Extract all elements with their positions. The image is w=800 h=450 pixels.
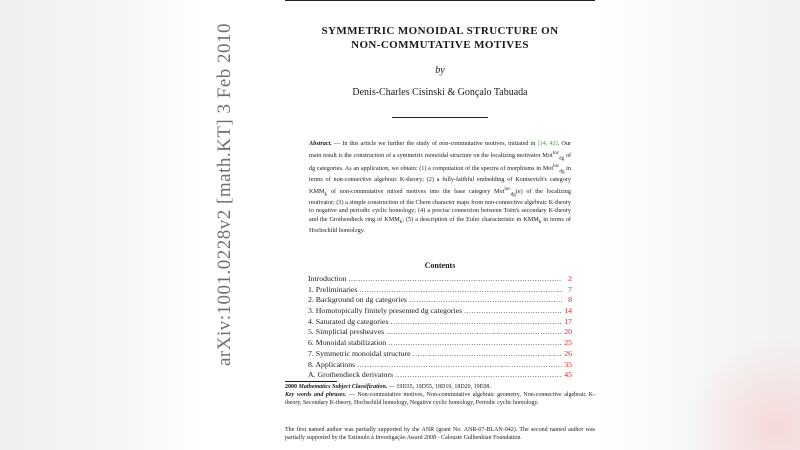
abstract-text-8: in terms of Hochschild homology. <box>309 216 571 234</box>
msc-text: — 19D35, 19D55, 18D10, 18D20, 19E08. <box>387 384 491 390</box>
abstract-sub-k: k <box>399 219 403 226</box>
toc-label: 8. Applications <box>308 359 356 369</box>
title-line-2: NON-COMMUTATIVE MOTIVES <box>351 39 529 51</box>
toc-page-link[interactable]: 14 <box>564 306 572 316</box>
keywords-text: — Non-commutative motives, Non-commutative algebraic geometry, Non-connective algebraic K-theory, Secondary K-theory, Hochschild homology, Negative cyclic homology, Periodic cyclic homology. <box>285 391 596 406</box>
abstract-text-6: (e) of the localizing motivator; (3) a simple construction of the Chern character maps from non-connective algebraic K-theory to negative and periodic cyclic homology; (4) a precise connection between Toën's secondary K-theory and the Grothendieck ring of KMM <box>309 188 571 224</box>
toc-entry[interactable] <box>308 285 572 296</box>
toc-page-link[interactable]: 20 <box>564 327 572 337</box>
toc-leader <box>395 370 562 379</box>
abstract-sup: loc <box>553 163 560 170</box>
toc-label: 2. Background on dg categories <box>308 295 407 305</box>
top-rule <box>285 0 595 1</box>
toc-leader <box>386 327 562 336</box>
toc-entry[interactable] <box>308 327 572 338</box>
background-blur-left <box>0 0 205 450</box>
abstract-text-7: ; (5) a description of the Euler characteristic in KMM <box>402 216 539 224</box>
toc-page-link[interactable]: 8 <box>568 295 572 305</box>
msc-label: Mathematics Subject Classification. <box>298 384 388 390</box>
abstract-sub: dg <box>559 154 565 161</box>
abstract-sub-k: k <box>324 191 328 198</box>
title-divider <box>392 117 488 118</box>
msc-year: 2000 <box>285 384 297 390</box>
paper-title <box>285 24 595 52</box>
contents-heading: Contents <box>424 261 456 270</box>
toc-page-link[interactable]: 45 <box>564 370 572 380</box>
toc-page-link[interactable]: 17 <box>564 316 572 326</box>
abstract-sub: dg <box>559 168 565 175</box>
arxiv-side-stamp: arXiv:1001.0228v2 [math.KT] 3 Feb 2010 <box>214 22 235 366</box>
abstract-sub-k: k <box>538 219 542 226</box>
abstract-text-4: in terms of non-connective algebraic K-theory; (2) a fully-faithful embedding of Kontsevich's category KMM <box>309 165 571 196</box>
citation-link[interactable]: [14, 42] <box>537 140 558 147</box>
background-blur-accent <box>680 340 800 450</box>
toc-label: 7. Symmetric monoidal structure <box>308 348 411 358</box>
abstract <box>309 140 571 235</box>
abstract-sup: loc <box>504 185 511 192</box>
abstract-label: Abstract. <box>309 140 332 147</box>
toc-entry[interactable] <box>308 370 572 381</box>
toc-label: 1. Preliminaries <box>308 284 358 294</box>
abstract-sub: dg <box>510 191 516 198</box>
toc-entry[interactable] <box>308 274 572 285</box>
toc-entry[interactable] <box>308 338 572 349</box>
toc-leader <box>357 360 562 369</box>
abstract-text-1: In this article we further the study of non-commutative motives, initiated in <box>342 140 538 147</box>
footnote-msc-keywords <box>285 384 595 407</box>
toc-leader <box>409 295 562 304</box>
toc-leader <box>464 306 562 315</box>
toc-entry[interactable] <box>308 295 572 306</box>
abstract-dash: — <box>331 140 343 147</box>
toc-page-link[interactable]: 26 <box>564 348 572 358</box>
keywords-label: Key words and phrases. <box>285 391 347 398</box>
toc-entry[interactable] <box>308 317 572 328</box>
toc-label: A. Grothendieck derivators <box>308 370 394 380</box>
toc-page-link[interactable]: 2 <box>568 274 572 283</box>
table-of-contents <box>308 274 572 381</box>
toc-label: 5. Simplicial presheaves <box>308 327 385 337</box>
toc-page-link[interactable]: 25 <box>564 338 572 348</box>
toc-leader <box>413 349 562 358</box>
abstract-sup: loc <box>552 149 559 156</box>
abstract-text-3: of dg categories. As an application, we obtain: (1) a computation of the spectra of morphisms in Mot <box>309 151 572 173</box>
footnote-funding: The first named author was partially supported by the ANR (grant No. ANR-07-BLAN-042). The second named author was partially supported by the Estímulo à Investigação Award 2008 - Calouste Gulbenkian Foundation. <box>285 427 595 441</box>
authors: Denis-Charles Cisinski & Gonçalo Tabuada <box>352 87 528 98</box>
toc-leader <box>359 285 562 294</box>
toc-page-link[interactable]: 7 <box>568 284 572 294</box>
toc-label: 4. Saturated dg categories <box>308 316 389 326</box>
background-blur-right <box>595 0 800 450</box>
abstract-text-5: of non-commutative mixed motives into the base category Mot <box>327 188 505 196</box>
footnote-rule <box>285 381 337 382</box>
toc-page-link[interactable]: 35 <box>564 359 572 369</box>
toc-leader <box>391 317 562 326</box>
toc-label: Introduction <box>308 274 347 283</box>
toc-entry[interactable] <box>308 306 572 317</box>
toc-label: 3. Homotopically finitely presented dg categories <box>308 306 463 316</box>
toc-leader <box>388 338 562 347</box>
toc-label: 6. Monoidal stabilization <box>308 338 387 348</box>
by-line: by <box>435 65 445 76</box>
abstract-text-2: . Our main result is the construction of a symmetric monoidal structure on the localizing motivator Mot <box>309 140 572 159</box>
title-line-1: SYMMETRIC MONOIDAL STRUCTURE ON <box>321 25 559 37</box>
toc-leader <box>349 274 562 283</box>
toc-entry[interactable] <box>308 360 572 371</box>
toc-entry[interactable] <box>308 349 572 360</box>
